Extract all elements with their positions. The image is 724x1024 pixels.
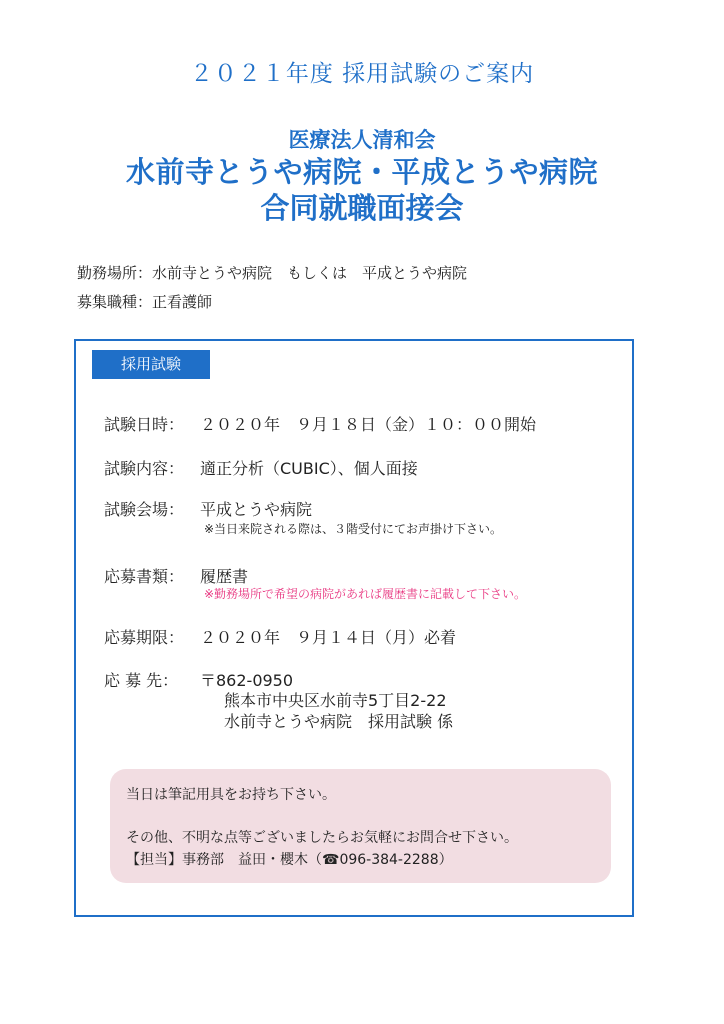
organization-name: 医療法人清和会 xyxy=(288,128,436,152)
exam-content-value: 適正分析（CUBIC）、個人面接 xyxy=(200,459,418,478)
exam-content-label: 試験内容： xyxy=(104,459,185,478)
work-location: 勤務場所：水前寺とうや病院 もしくは 平成とうや病院 xyxy=(77,264,468,282)
job-type: 募集職種：正看護師 xyxy=(77,293,213,311)
documents-value: 履歴書 xyxy=(200,567,249,586)
page-title: ２０２１年度 採用試験のご案内 xyxy=(189,61,535,87)
apply-postal-code: 〒862-0950 xyxy=(200,671,294,690)
contact-info: 【担当】事務部 益田・櫻木（☎096-384-2288） xyxy=(126,852,453,868)
apply-to-label: 応 募 先： xyxy=(104,671,179,690)
deadline-label: 応募期限： xyxy=(104,628,185,647)
exam-content-row xyxy=(104,456,418,479)
event-name: 合同就職面接会 xyxy=(260,191,464,225)
documents-label: 応募書類： xyxy=(104,567,185,586)
section-label: 採用試験 xyxy=(92,350,210,379)
deadline-row xyxy=(104,625,456,648)
notice-line-2: その他、不明な点等ございましたらお気軽にお問合せ下さい。 xyxy=(126,830,518,846)
apply-address: 熊本市中央区水前寺5丁目2-22 xyxy=(224,691,447,710)
exam-venue-row xyxy=(104,497,312,520)
exam-datetime-row xyxy=(104,412,536,435)
exam-datetime-value: ２０２０年 ９月１８日（金）１０：００開始 xyxy=(200,415,537,434)
exam-venue-label: 試験会場： xyxy=(104,500,185,519)
deadline-value: ２０２０年 ９月１４日（月）必着 xyxy=(200,628,457,647)
exam-datetime-label: 試験日時： xyxy=(104,415,185,434)
apply-recipient: 水前寺とうや病院 採用試験 係 xyxy=(224,712,454,731)
exam-venue-note: ※当日来院される際は、３階受付にてお声掛け下さい。 xyxy=(204,522,503,536)
documents-row xyxy=(104,564,248,587)
exam-venue-value: 平成とうや病院 xyxy=(200,500,313,519)
notice-line-1: 当日は筆記用具をお持ち下さい。 xyxy=(126,787,336,803)
hospital-names: 水前寺とうや病院・平成とうや病院 xyxy=(125,155,598,189)
documents-note: ※勤務場所で希望の病院があれば履歴書に記載して下さい。 xyxy=(204,587,527,601)
